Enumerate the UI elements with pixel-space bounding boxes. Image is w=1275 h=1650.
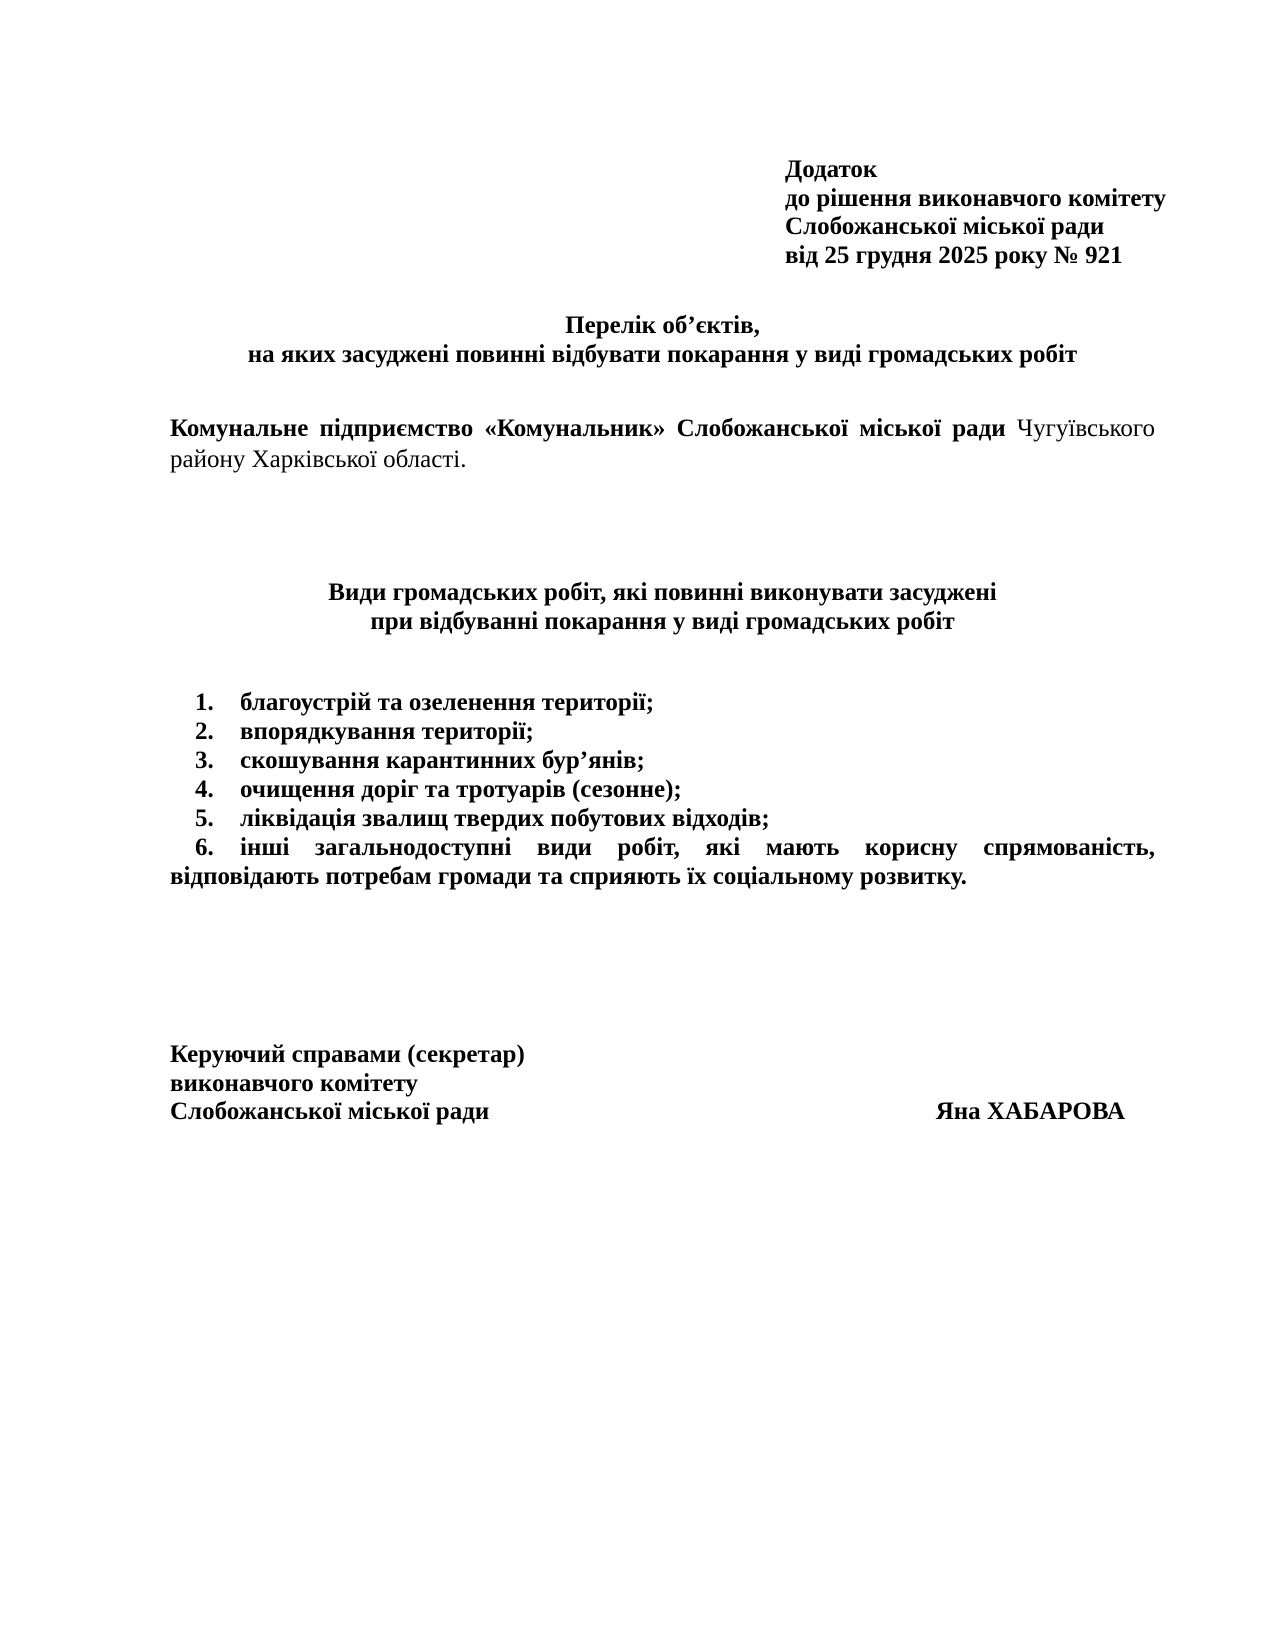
list-item-text: очищення доріг та тротуарів (сезонне); xyxy=(240,776,682,803)
signatory-title-line-3: Слобожанської міської ради xyxy=(170,1098,490,1125)
signature-row xyxy=(170,1098,1155,1127)
appendix-reference-block xyxy=(785,156,1166,270)
works-heading-line-1: Види громадських робіт, які повинні виконувати засуджені xyxy=(328,579,997,606)
list-item-number: 2. xyxy=(195,718,214,745)
signature-block xyxy=(170,1041,1155,1127)
list-item xyxy=(170,775,1155,804)
list-item-number: 1. xyxy=(195,689,214,716)
list-item xyxy=(170,717,1155,746)
enterprise-location: Чугуївського району Харківської області. xyxy=(170,415,1155,473)
list-item-number: 6. xyxy=(195,834,214,861)
document-title-line-1: Перелік об’єктів, xyxy=(565,312,760,339)
document-title-line-2: на яких засуджені повинні відбувати покарання у виді громадських робіт xyxy=(247,341,1078,368)
signatory-title-line-2: виконавчого комітету xyxy=(170,1069,418,1097)
works-heading-line-2: при відбуванні покарання у виді громадських робіт xyxy=(370,608,955,635)
document-title xyxy=(170,311,1155,369)
list-item-text: скошування карантинних бур’янів; xyxy=(240,747,645,774)
list-item xyxy=(170,746,1155,775)
list-item xyxy=(170,804,1155,833)
list-item-number: 5. xyxy=(195,805,214,832)
list-item xyxy=(170,688,1155,717)
works-list xyxy=(170,688,1155,891)
list-item-text: інші загальнодоступні види робіт, які мають корисну спрямованість, відповідають потребам громади та сприяють їх соціальному розвитку. xyxy=(170,834,1155,890)
list-item-text: ліквідація звалищ твердих побутових відходів; xyxy=(240,805,770,832)
enterprise-name: Комунальне підприємство «Комунальник» Слобожанської міської ради xyxy=(170,415,1006,442)
list-item-number: 3. xyxy=(195,747,214,774)
list-item xyxy=(170,833,1155,891)
enterprise-paragraph xyxy=(170,413,1155,475)
reference-line-4: від 25 грудня 2025 року № 921 xyxy=(785,241,1123,269)
works-types-heading xyxy=(170,578,1155,636)
list-item-number: 4. xyxy=(195,776,214,803)
reference-line-2: до рішення виконавчого комітету xyxy=(785,184,1166,212)
reference-line-1: Додаток xyxy=(785,156,878,183)
signatory-name: Яна ХАБАРОВА xyxy=(935,1098,1125,1125)
reference-line-3: Слобожанської міської ради xyxy=(785,213,1105,240)
list-item-text: впорядкування території; xyxy=(240,718,534,745)
signatory-title-line-1: Керуючий справами (секретар) xyxy=(170,1041,525,1068)
list-item-text: благоустрій та озеленення території; xyxy=(240,689,655,716)
